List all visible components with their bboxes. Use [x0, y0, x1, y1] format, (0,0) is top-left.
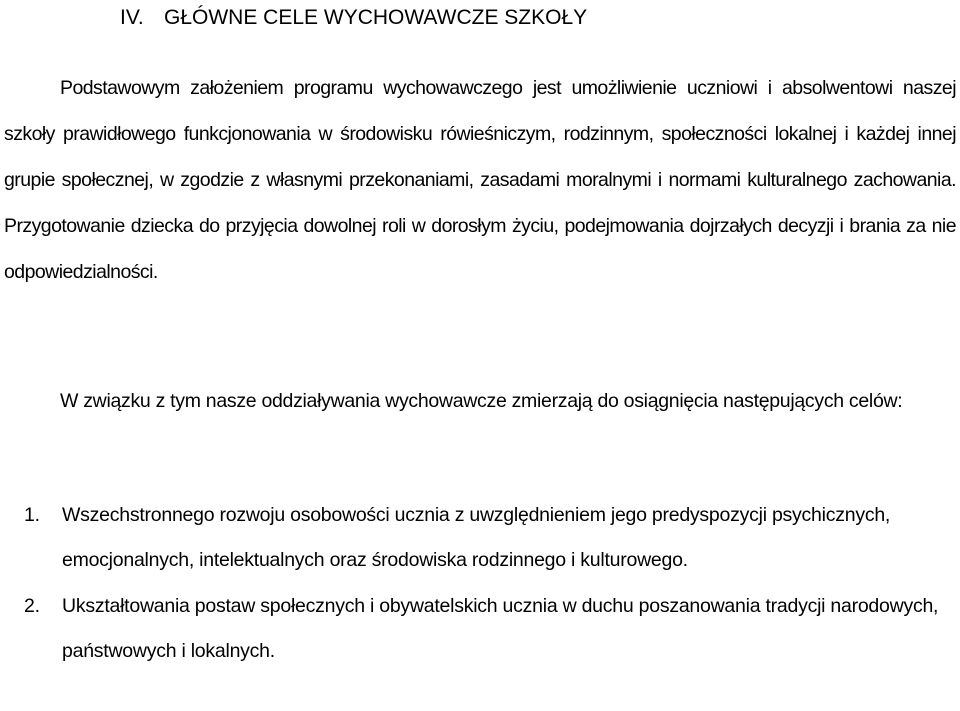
list-item-number: 2. — [24, 595, 40, 617]
goals-list — [0, 493, 960, 674]
list-item-text: Wszechstronnego rozwoju osobowości ucznia z uwzględnieniem jego predyspozycji psychicznych, emocjonalnych, intelektualnych oraz środowiska rodzinnego i kulturowego. — [62, 504, 891, 571]
list-item-text: Ukształtowania postaw społecznych i obywatelskich ucznia w duchu poszanowania tradycji narodowych, państwowych i lokalnych. — [62, 595, 939, 662]
section-heading — [120, 4, 587, 32]
section-number: IV. — [120, 6, 144, 29]
list-item — [0, 584, 946, 674]
section-title: GŁÓWNE CELE WYCHOWAWCZE SZKOŁY — [164, 6, 588, 29]
list-item — [0, 493, 946, 583]
list-item-number: 1. — [24, 504, 40, 526]
goals-lead-paragraph: W związku z tym nasze oddziaływania wychowawcze zmierzają do osiągnięcia następujących celów: — [60, 390, 903, 412]
intro-paragraph: Podstawowym założeniem programu wychowawczego jest umożliwienie uczniowi i absolwentowi naszej szkoły prawidłowego funkcjonowania w środowisku rówieśniczym, rodzinnym, społeczności lokalnej i każdej innej grupie społecznej, w zgodzie z własnymi przekonaniami, zasadami moralnymi i normami kulturalnego zachowania. Przygotowanie dziecka do przyjęcia dowolnej roli w dorosłym życiu, podejmowania dojrzałych decyzji i brania za nie odpowiedzialności. — [4, 77, 956, 283]
